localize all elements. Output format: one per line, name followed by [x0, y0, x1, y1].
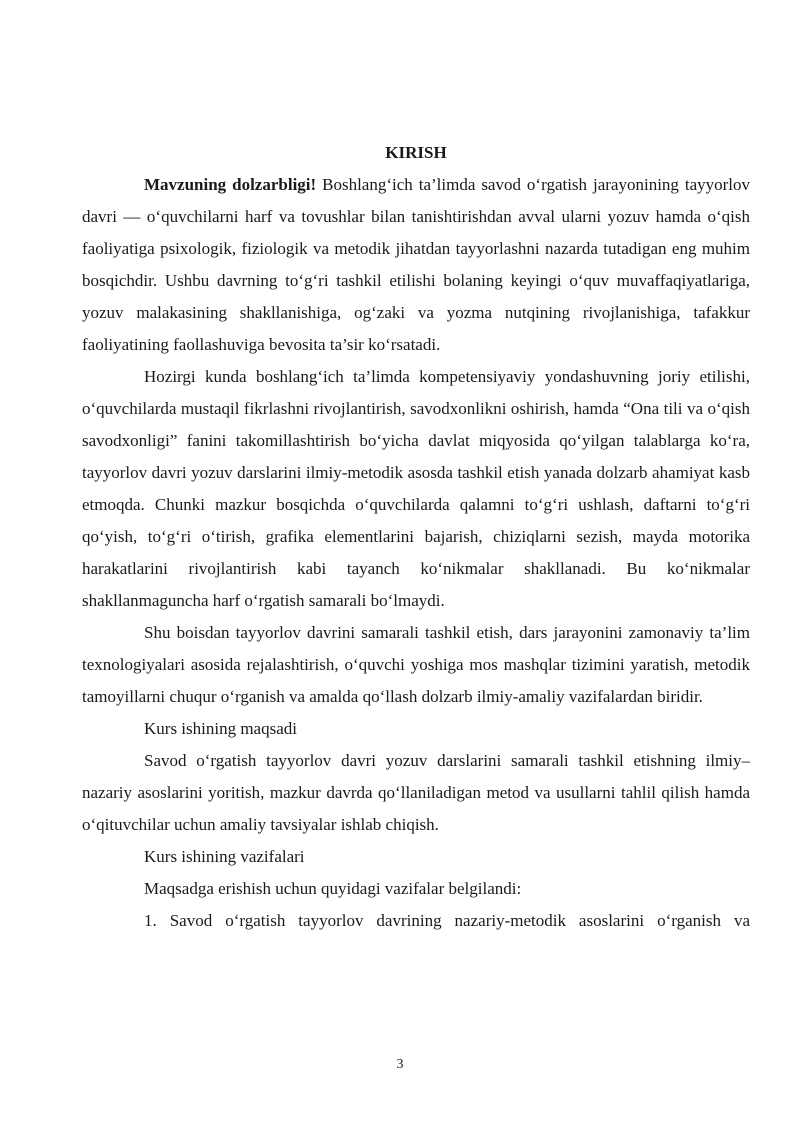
paragraph-importance: Shu boisdan tayyorlov davrini samarali tashkil etish, dars jarayonini zamonaviy ta’lim texnologiyalari asosida rejalashtirish, o‘quvchi yoshiga mos mashqlar tizimini yaratish, metodik tamoyillarni chuqur o‘rganish va amalda qo‘llash dolzarb ilmiy-amaliy vazifalardan biridir.: [82, 623, 750, 706]
relevance-text: Boshlang‘ich ta’limda savod o‘rgatish jarayonining tayyorlov davri — o‘quvchilarni harf va tovushlar bilan tanishtirishdan avval ularni yozuv hamda o‘qish faoliyatiga psixologik, fiziologik va metodik jihatdan tayyorlashni nazarda tutadigan eng muhim bosqichdir. Ushbu davrning to‘g‘ri tashkil etilishi bolaning keyingi o‘quv muvaffaqiyatlariga, yozuv malakasining shakllanishiga, og‘zaki va yozma nutqining rivojlanishiga, tafakkur faoliyatining faollashuviga bevosita ta’sir ko‘rsatadi.: [82, 175, 751, 354]
document-page: [82, 138, 750, 937]
paragraph-current-state: Hozirgi kunda boshlang‘ich ta’limda kompetensiyaviy yondashuvning joriy etilishi, o‘quvchilarda mustaqil fikrlashni rivojlantirish, savodxonlikni oshirish, hamda “Ona tili va o‘qish savodxonligi” fanini takomillashtirish bo‘yicha davlat miqyosida qo‘yilgan talablarga ko‘ra, tayyorlov davri yozuv darslarini ilmiy-metodik asosda tashkil etish yanada dolzarb ahamiyat kasb etmoqda. Chunki mazkur bosqichda o‘quvchilarda qalamni to‘g‘ri ushlash, daftarni to‘g‘ri qo‘yish, to‘g‘ri o‘tirish, grafika elementlarini bajarish, chiziqlarni sezish, mayda motorika harakatlarini rivojlantirish kabi tayanch ko‘nikmalar shakllanadi. Bu ko‘nikmalar shakllanmaguncha harf o‘rgatish samarali bo‘lmaydi.: [82, 367, 750, 610]
task-item-1: 1. Savod o‘rgatish tayyorlov davrining nazariy-metodik asoslarini o‘rganish va: [144, 911, 750, 930]
tasks-intro: Maqsadga erishish uchun quyidagi vazifalar belgilandi:: [144, 879, 522, 898]
page-number: 3: [396, 1057, 404, 1072]
tasks-heading: Kurs ishining vazifalari: [144, 847, 305, 866]
paragraph-goal: Savod o‘rgatish tayyorlov davri yozuv darslarini samarali tashkil etishning ilmiy–nazariy asoslarini yoritish, mazkur davrda qo‘llaniladigan metod va usullarni tahlil qilish hamda o‘qituvchilar uchun amaliy tavsiyalar ishlab chiqish.: [82, 751, 750, 834]
goal-heading: Kurs ishining maqsadi: [144, 719, 297, 738]
paragraph-relevance: [82, 169, 750, 361]
section-title: KIRISH: [385, 143, 447, 162]
relevance-heading: Mavzuning dolzarbligi!: [144, 175, 317, 194]
